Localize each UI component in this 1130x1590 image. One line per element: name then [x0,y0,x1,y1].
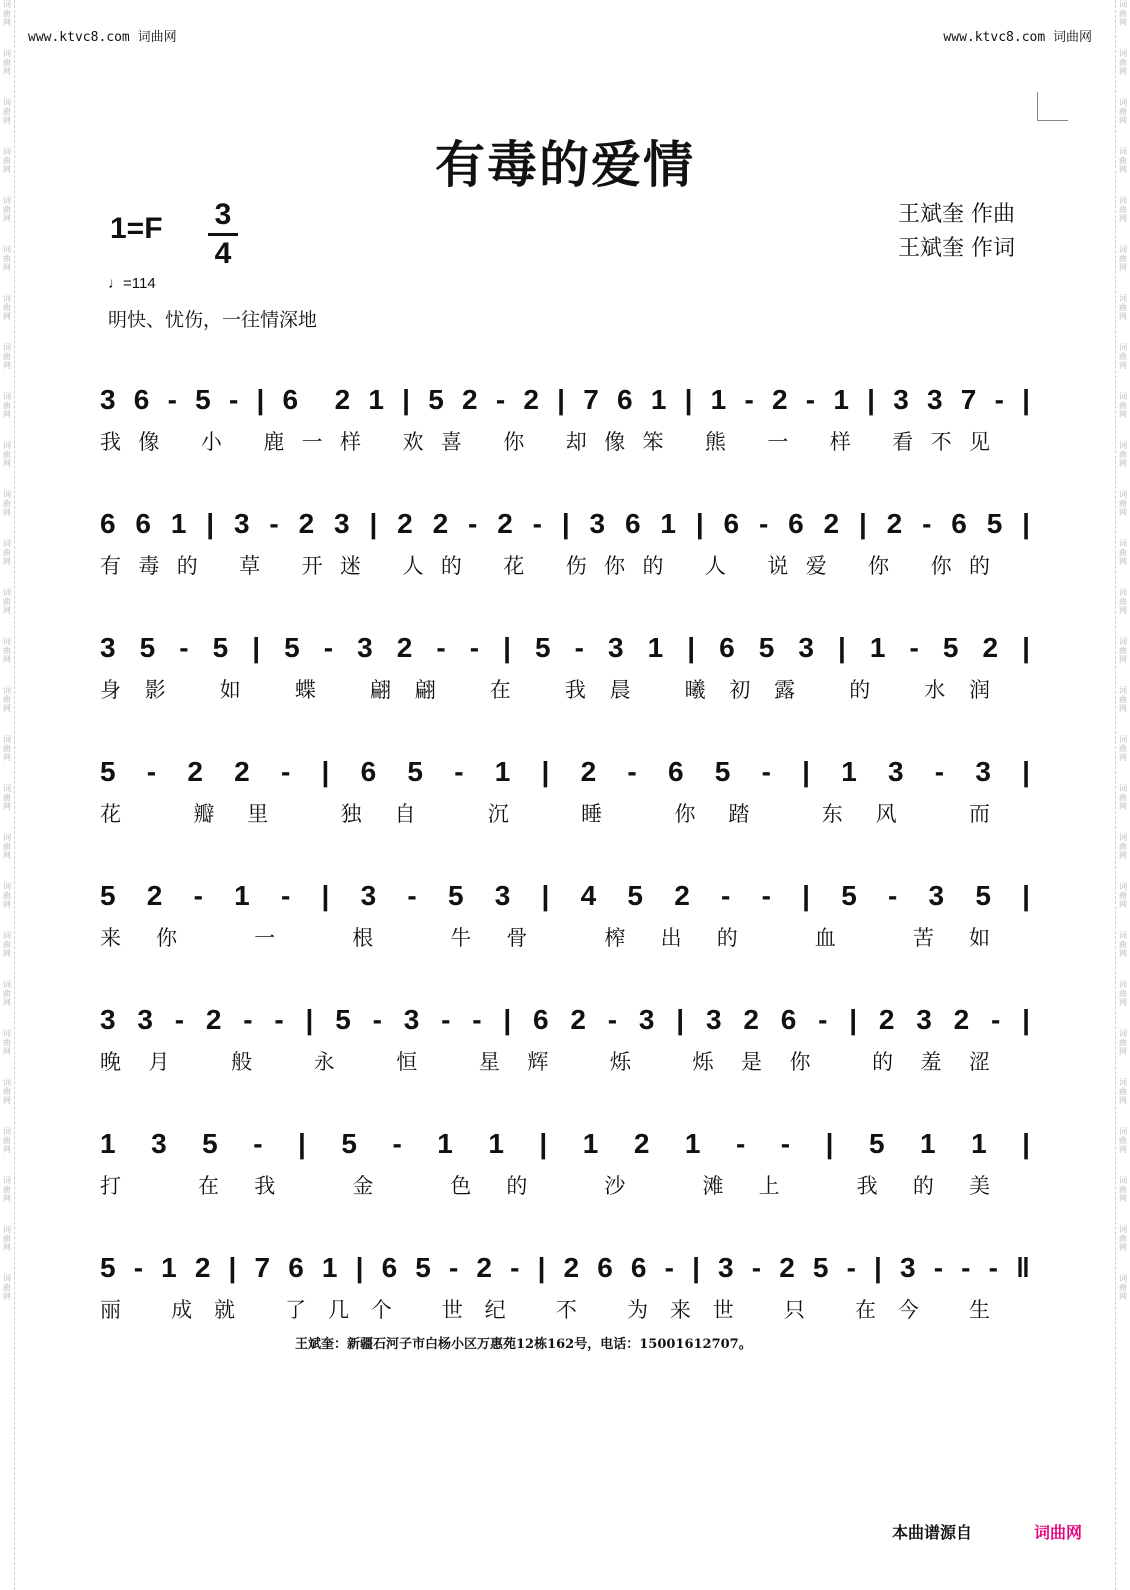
edge-watermark-text: 词 曲 网 [3,735,11,762]
edge-watermark-text: 词 曲 网 [1119,931,1127,958]
edge-watermark-text: 词 曲 网 [3,343,11,370]
score-line [100,618,1030,742]
header-site-left[interactable]: www.ktvc8.com 词曲网 [28,30,177,45]
edge-watermark-text: 词 曲 网 [3,1225,11,1252]
tempo-marking [108,275,156,292]
footer-brand-link[interactable]: 词曲网 [1033,1523,1082,1542]
time-signature-bottom: 4 [214,237,232,270]
score-line [100,866,1030,990]
edge-watermark-text: 词 曲 网 [1119,588,1127,615]
score-line [100,494,1030,618]
edge-watermark-text: 词 曲 网 [3,833,11,860]
score-line [100,370,1030,494]
edge-watermark-text: 词 曲 网 [1119,1029,1127,1056]
edge-watermark-text: 词 曲 网 [1119,882,1127,909]
edge-watermark-text: 词 曲 网 [1119,294,1127,321]
edge-watermark-text: 词 曲 网 [3,294,11,321]
score-notes: 5 2 - 1 - | 3 - 5 3 | 4 5 2 - - | 5 - 3 5 | [100,880,1030,911]
score-lyrics: 有毒的 草 开迷 人的 花 伤你的 人 说爱 你 你的 [100,554,990,578]
edge-watermark-text: 词 曲 网 [3,1274,11,1301]
edge-watermark-text: 词 曲 网 [3,1176,11,1203]
corner-crop-mark [1037,92,1068,121]
edge-watermark-text: 词 曲 网 [1119,1225,1127,1252]
score-line [100,742,1030,866]
score-lyrics: 身影 如 蝶 翩翩 在 我晨 曦初露 的 水润 [100,678,990,702]
composer-credit: 王斌奎 作曲 [898,202,1015,227]
score-lyrics: 来你 一 根 牛骨 榨出的 血 苦如 [100,926,990,950]
edge-watermark-text: 词 曲 网 [3,980,11,1007]
score-lyrics: 打 在我 金 色的 沙 滩上 我的美 [100,1174,990,1198]
score-notes: 5 - 2 2 - | 6 5 - 1 | 2 - 6 5 - | 1 3 - 3 | [100,756,1030,787]
edge-watermark-text: 词 曲 网 [1119,1274,1127,1301]
score-lyrics: 丽 成就 了几个 世纪 不 为来世 只 在今 生 [100,1298,990,1322]
edge-watermark-text: 词 曲 网 [3,490,11,517]
edge-watermark-text: 词 曲 网 [3,49,11,76]
score-lyrics: 花 瓣里 独自 沉 睡 你踏 东风 而 [100,802,990,826]
quarter-note-icon: ♩ [108,275,123,292]
key-signature: 1=F [110,212,163,245]
edge-watermark-text: 词 曲 网 [3,392,11,419]
score-notes: 1 3 5 - | 5 - 1 1 | 1 2 1 - - | 5 1 1 | [100,1128,1030,1159]
score-notes: 3 5 - 5 | 5 - 3 2 - - | 5 - 3 1 | 6 5 3 | 1 - 5 2 | [100,632,1030,663]
edge-watermark-text: 词 曲 网 [3,784,11,811]
edge-watermark-text: 词 曲 网 [3,882,11,909]
edge-watermark-text: 词 曲 网 [1119,441,1127,468]
score-notes: 5 - 1 2 | 7 6 1 | 6 5 - 2 - | 2 6 6 - | 3 - 2 5 - | 3 - - - ‖ [100,1252,1030,1283]
edge-watermark-text: 词 曲 网 [1119,686,1127,713]
score-lyrics: 我像 小 鹿一样 欢喜 你 却像笨 熊 一 样 看不见 [100,430,990,454]
edge-watermark-text: 词 曲 网 [1119,980,1127,1007]
edge-watermark-text: 词 曲 网 [3,0,11,27]
edge-watermark-text: 词 曲 网 [3,98,11,125]
score-line [100,990,1030,1114]
edge-watermark-text: 词 曲 网 [1119,98,1127,125]
edge-watermark-text: 词 曲 网 [3,686,11,713]
credits [898,198,1015,266]
edge-watermark-text: 词 曲 网 [3,441,11,468]
score-lyrics: 晚月 般 永 恒 星辉 烁 烁是你 的羞涩 [100,1050,990,1074]
edge-watermark-text: 词 曲 网 [1119,784,1127,811]
edge-watermark-text: 词 曲 网 [1119,196,1127,223]
time-signature [208,198,238,271]
edge-watermark-text: 词 曲 网 [1119,1176,1127,1203]
edge-watermark-text: 词 曲 网 [3,196,11,223]
song-title: 有毒的爱情 [435,136,695,194]
edge-watermark-text: 词 曲 网 [1119,833,1127,860]
time-signature-top: 3 [214,198,232,231]
contact-address: 王斌奎：新疆石河子市白杨小区万惠苑12栋162号，电话：15001612707。 [295,1337,752,1352]
score-notes: 3 3 - 2 - - | 5 - 3 - - | 6 2 - 3 | 3 2 6 - | 2 3 2 - | [100,1004,1030,1035]
score [100,370,1030,1362]
edge-watermark-text: 词 曲 网 [3,588,11,615]
time-signature-bar [208,233,238,236]
right-watermark-strip [1115,0,1130,1590]
edge-watermark-text: 词 曲 网 [3,539,11,566]
edge-watermark-text: 词 曲 网 [1119,1127,1127,1154]
edge-watermark-text: 词 曲 网 [1119,49,1127,76]
edge-watermark-text: 词 曲 网 [1119,490,1127,517]
edge-watermark-text: 词 曲 网 [3,1078,11,1105]
edge-watermark-text: 词 曲 网 [1119,147,1127,174]
lyricist-credit: 王斌奎 作词 [898,236,1015,261]
edge-watermark-text: 词 曲 网 [1119,637,1127,664]
score-notes: 6 6 1 | 3 - 2 3 | 2 2 - 2 - | 3 6 1 | 6 - 6 2 | 2 - 6 5 | [100,508,1030,539]
header-site-right[interactable]: www.ktvc8.com 词曲网 [943,30,1092,45]
tempo-value: =114 [123,275,156,292]
edge-watermark-text: 词 曲 网 [3,1127,11,1154]
edge-watermark-text: 词 曲 网 [3,245,11,272]
edge-watermark-text: 词 曲 网 [3,147,11,174]
edge-watermark-text: 词 曲 网 [1119,0,1127,27]
edge-watermark-text: 词 曲 网 [3,637,11,664]
expression-marking: 明快、忧伤，一往情深地 [108,309,318,331]
footer-source-label: 本曲谱源自 [891,1523,972,1542]
score-line [100,1114,1030,1238]
edge-watermark-text: 词 曲 网 [3,1029,11,1056]
score-notes: 3 6 - 5 - | 6 2 1 | 5 2 - 2 | 7 6 1 | 1 - 2 - 1 | 3 3 7 - | [100,384,1030,415]
edge-watermark-text: 词 曲 网 [1119,539,1127,566]
edge-watermark-text: 词 曲 网 [1119,392,1127,419]
edge-watermark-text: 词 曲 网 [1119,245,1127,272]
left-watermark-strip [0,0,15,1590]
edge-watermark-text: 词 曲 网 [1119,343,1127,370]
edge-watermark-text: 词 曲 网 [1119,735,1127,762]
edge-watermark-text: 词 曲 网 [3,931,11,958]
edge-watermark-text: 词 曲 网 [1119,1078,1127,1105]
